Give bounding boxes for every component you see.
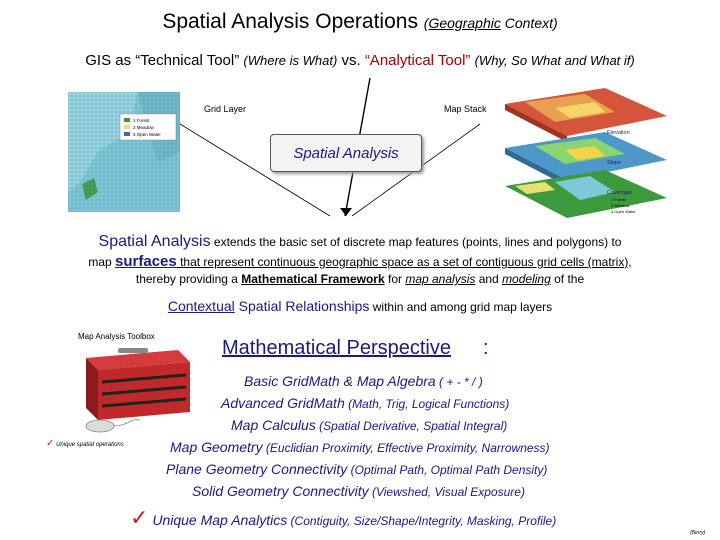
covertype-legend-item: 3 Open Water (611, 209, 636, 214)
perspective-title-colon: : (483, 337, 489, 359)
vs-text: vs. (341, 52, 361, 69)
author-credit: (Berry) (690, 530, 706, 536)
perspective-item: Map Calculus (Spatial Derivative, Spatial Integral) (231, 417, 508, 433)
spatial-analysis-box (270, 134, 422, 172)
technical-detail: (Where is What) (243, 53, 338, 68)
toolbox-note: ✓ Unique spatial operations (46, 438, 124, 449)
spatial-analysis-term: Spatial Analysis (98, 233, 211, 250)
toolbox-image (78, 346, 196, 436)
perspective-item: Plane Geometry Connectivity (Optimal Path, Optimal Path Density) (166, 461, 548, 477)
perspective-title: Mathematical Perspective (222, 337, 451, 359)
perspective-item: Solid Geometry Connectivity (Viewshed, Visual Exposure) (192, 483, 525, 499)
description-line-2: map surfaces that represent continuous geographic space as a set of contiguous grid cells (matrix), (88, 253, 632, 270)
subtitle (0, 52, 720, 69)
stack-label-elevation: Elevation (607, 130, 630, 136)
map-stack-label: Map Stack (444, 104, 487, 114)
covertype-legend-item: 2 Meadow (611, 203, 630, 208)
description-line-1: Spatial Analysis extends the basic set of discrete map features (points, lines and polygons) to (98, 233, 622, 250)
analytical-tool: “Analytical Tool” (364, 52, 471, 69)
spatial-analysis-label: Spatial Analysis (293, 144, 399, 162)
covertype-legend-item: 1 Forest (611, 197, 626, 202)
surfaces-term: surfaces (115, 253, 177, 270)
title-main: Spatial Analysis Operations (162, 10, 418, 33)
mathematical-framework-term: Mathematical Framework (241, 272, 385, 286)
contextual-term: Contextual (167, 298, 235, 314)
toolbox-label: Map Analysis Toolbox (78, 332, 155, 341)
perspective-item: Map Geometry (Euclidian Proximity, Effective Proximity, Narrowness) (170, 439, 550, 455)
stack-label-slope: Slope (607, 160, 622, 166)
description-line-4: Contextual Spatial Relationships within and among grid map layers (167, 298, 553, 314)
grid-legend-item: 1 Forest (133, 118, 150, 123)
page-title (0, 10, 720, 34)
perspective-item: ✓ Unique Map Analytics (Contiguity, Size/Shape/Integrity, Masking, Profile) (130, 505, 557, 530)
perspective-item: Basic GridMath & Map Algebra ( + - * / ) (244, 373, 483, 389)
grid-layer-label: Grid Layer (204, 104, 247, 114)
description-line-3: thereby providing a Mathematical Framework for map analysis and modeling of the (135, 272, 585, 286)
map-stack-image (495, 82, 675, 220)
grid-legend-item: 3 Open Water (133, 132, 161, 137)
grid-layer-map (68, 92, 180, 212)
analytical-detail: (Why, So What and What if) (474, 53, 635, 68)
check-icon: ✓ (46, 438, 55, 449)
perspective-item: Advanced GridMath (Math, Trig, Logical Functions) (221, 395, 510, 411)
stack-label-covertype: Covertype (607, 190, 633, 196)
grid-legend-item: 2 Meadow (133, 125, 154, 130)
check-icon: ✓ (130, 505, 149, 530)
technical-tool: GIS as “Technical Tool” (85, 52, 240, 69)
title-context: (Geographic Context) (423, 15, 558, 31)
